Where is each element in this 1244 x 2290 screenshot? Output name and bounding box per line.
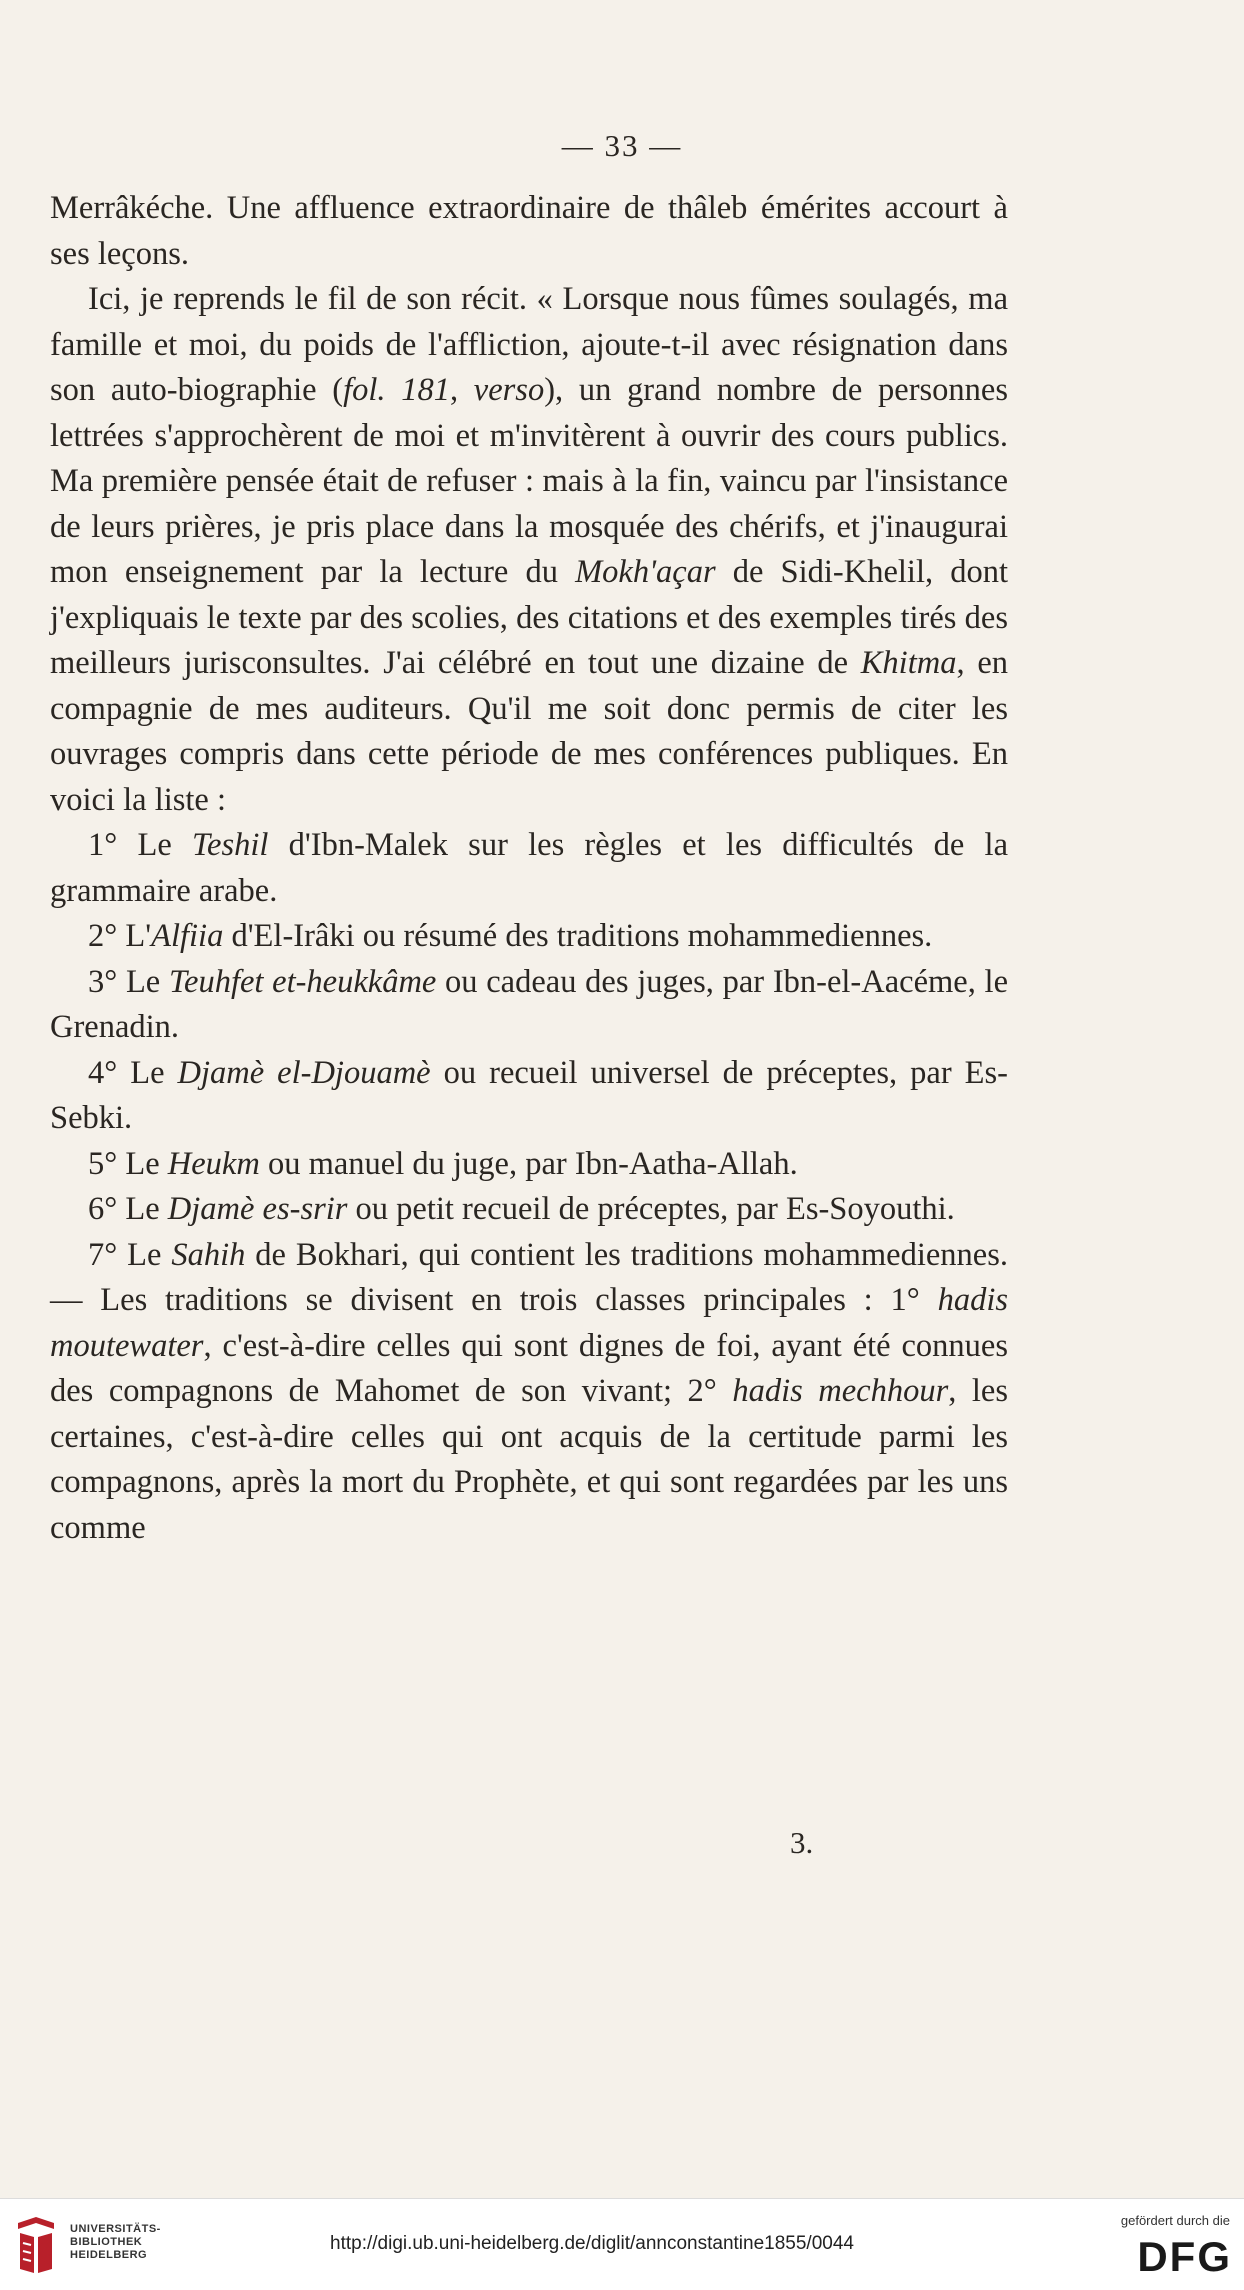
italic-title: Teshil bbox=[191, 827, 269, 863]
italic-title: hadis mechhour bbox=[732, 1373, 949, 1409]
text-run: 1° Le bbox=[88, 827, 192, 863]
dfg-logo: DFG bbox=[1137, 2233, 1232, 2280]
text-run: , les certaines, c'est-à-dire celles qui ont acquis de la certitude parmi les compagnons, après la mort du Prophète, et qui sont regardées par les uns comme bbox=[50, 1373, 1008, 1546]
text-run: ou manuel du juge, par Ibn-Aatha-Allah. bbox=[259, 1145, 798, 1182]
italic-title: hadis moutewater bbox=[50, 1282, 1008, 1364]
text-run: , en compagnie de mes auditeurs. Qu'il me soit donc permis de citer les ouvrages compris dans cette période de mes conférences publiques. En voici la liste : bbox=[50, 645, 1008, 818]
italic-title: Djamè el-Djouamè bbox=[177, 1054, 431, 1091]
university-name-line: HEIDELBERG bbox=[70, 2249, 148, 2261]
text-run: , bbox=[449, 372, 474, 408]
italic-title: Sahih bbox=[171, 1236, 246, 1273]
italic-title: Mokh'açar bbox=[575, 554, 716, 590]
text-run: ou petit recueil de préceptes, par Es-Soyouthi. bbox=[347, 1191, 955, 1227]
text-run: ou cadeau des juges, par Ibn-el-Aacéme, le Grenadin. bbox=[50, 963, 1008, 1045]
paragraph bbox=[50, 277, 1008, 823]
source-url-link[interactable]: http://digi.ub.uni-heidelberg.de/diglit/annconstantine1855/0044 bbox=[330, 2233, 854, 2254]
text-run: Merrâkéche. Une affluence extraordinaire de thâleb émérites accourt à ses leçons. bbox=[50, 190, 1008, 272]
university-library-logo-icon bbox=[14, 2215, 58, 2277]
text-run: de Sidi-Khelil, dont j'expliquais le texte par des scolies, des citations et des exemples tirés des meilleurs jurisconsultes. J'ai célébré en tout une dizaine de bbox=[50, 554, 1008, 681]
paragraph bbox=[50, 186, 1008, 277]
text-run: de Bokhari, qui contient les traditions mohammediennes. — Les traditions se divisent en trois classes principales : 1° bbox=[50, 1236, 1008, 1318]
text-run: d'El-Irâki ou résumé des traditions mohammediennes. bbox=[223, 918, 933, 954]
italic-title: Khitma bbox=[860, 645, 957, 681]
text-run: 6° Le bbox=[88, 1191, 168, 1227]
text-run: 7° Le bbox=[88, 1236, 172, 1273]
text-run: , c'est-à-dire celles qui sont dignes de foi, ayant été connues des compagnons de Mahomet de son vivant; 2° bbox=[50, 1327, 1008, 1409]
university-name bbox=[70, 2223, 161, 2262]
paragraph bbox=[50, 1187, 1008, 1233]
paragraph bbox=[50, 1233, 1008, 1552]
paragraph bbox=[50, 823, 1008, 914]
italic-title: fol. 181 bbox=[343, 372, 450, 408]
paragraph bbox=[50, 914, 1008, 960]
university-name-line: BIBLIOTHEK bbox=[70, 2236, 143, 2248]
paragraph bbox=[50, 1142, 1008, 1188]
footer-bar bbox=[0, 2198, 1244, 2290]
text-run: d'Ibn-Malek sur les règles et les difficultés de la grammaire arabe. bbox=[50, 827, 1008, 909]
sponsor-label: gefördert durch die bbox=[1120, 2213, 1230, 2228]
italic-title: verso bbox=[473, 372, 545, 408]
text-run: Ici, je reprends le fil de son récit. « Lorsque nous fûmes soulagés, ma famille et moi, du poids de l'affliction, ajoute-t-il avec résignation dans son auto-biographie ( bbox=[50, 281, 1008, 408]
text-run: 5° Le bbox=[88, 1145, 168, 1182]
paragraph bbox=[50, 1051, 1008, 1142]
university-name-line: UNIVERSITÄTS- bbox=[70, 2223, 161, 2235]
text-run: 3° Le bbox=[88, 963, 169, 1000]
italic-title: Alfiia bbox=[151, 918, 224, 954]
text-run: 2° L' bbox=[88, 918, 152, 954]
italic-title: Djamè es-srir bbox=[167, 1191, 348, 1227]
paragraph bbox=[50, 960, 1008, 1051]
text-run: ou recueil universel de préceptes, par Es-Sebki. bbox=[50, 1054, 1008, 1136]
italic-title: Heukm bbox=[167, 1145, 260, 1182]
italic-title: Teuhfet et-heukkâme bbox=[168, 963, 437, 1000]
text-run: ), un grand nombre de personnes lettrées s'approchèrent de moi et m'invitèrent à ouvrir des cours publics. Ma première pensée était de refuser : mais à la fin, vaincu par l'insistance de leurs prières, je pris place dans la mosquée des chérifs, et j'inaugurai mon enseignement par la lecture du bbox=[50, 372, 1008, 590]
page-number: — 33 — bbox=[561, 128, 683, 163]
signature-mark: 3. bbox=[790, 1825, 814, 1860]
text-run: 4° Le bbox=[88, 1054, 178, 1091]
body-text bbox=[50, 186, 1008, 1551]
